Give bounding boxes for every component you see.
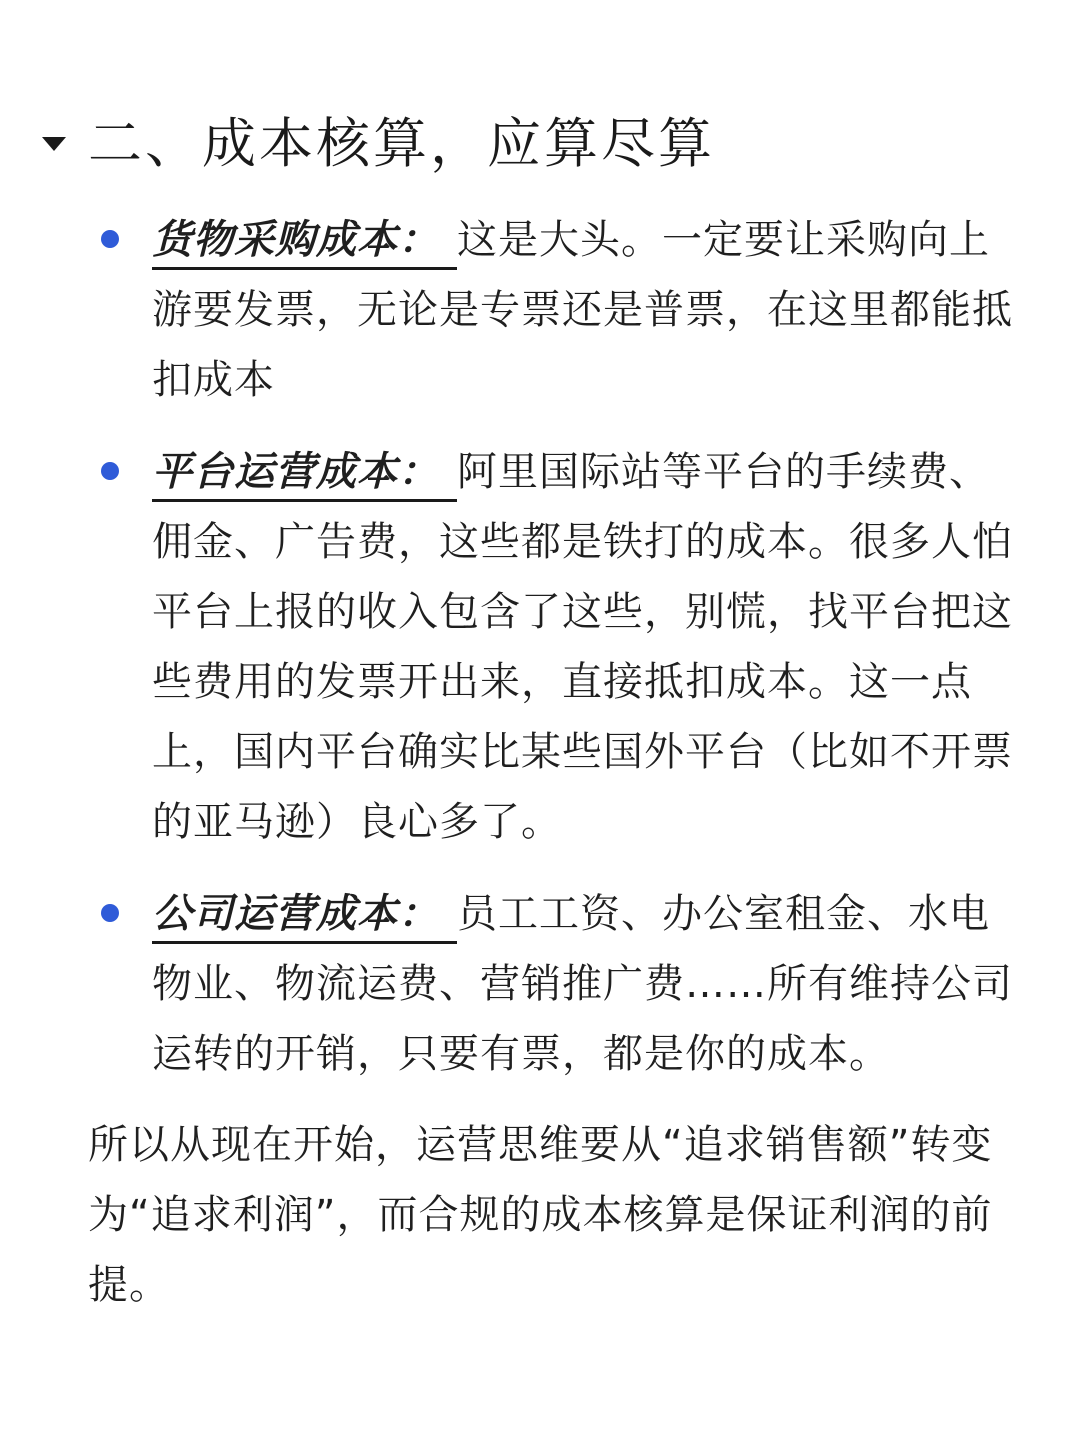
bullet-dot-icon	[101, 462, 119, 480]
bullet-item-platform-operation	[0, 437, 1080, 857]
conclusion-paragraph: 所以从现在开始，运营思维要从“追求销售额”转变为“追求利润”，而合规的成本核算是保证利润的前提。	[88, 1122, 993, 1308]
bullet-dot-icon	[101, 230, 119, 248]
triangle-down-icon[interactable]	[38, 128, 70, 160]
bullet-text: 员工工资、办公室租金、水电物业、物流运费、营销推广费……所有维持公司运转的开销，只要有票，都是你的成本。	[152, 891, 1013, 1077]
bullet-item-goods-purchase	[0, 205, 1080, 415]
bullet-term: 货物采购成本：	[152, 217, 457, 270]
section-header	[38, 104, 715, 184]
bullet-item-company-operation	[0, 879, 1080, 1089]
cost-bullet-list	[0, 205, 1080, 1111]
bullet-text: 阿里国际站等平台的手续费、佣金、广告费，这些都是铁打的成本。很多人怕平台上报的收入包含了这些，别慌，找平台把这些费用的发票开出来，直接抵扣成本。这一点上，国内平台确实比某些国外平台（比如不开票的亚马逊）良心多了。	[152, 449, 1013, 845]
bullet-term: 平台运营成本：	[152, 449, 457, 502]
bullet-text: 这是大头。一定要让采购向上游要发票，无论是专票还是普票，在这里都能抵扣成本	[152, 217, 1013, 403]
bullet-dot-icon	[101, 904, 119, 922]
section-title: 二、成本核算，应算尽算	[88, 112, 715, 175]
bullet-term: 公司运营成本：	[152, 891, 457, 944]
